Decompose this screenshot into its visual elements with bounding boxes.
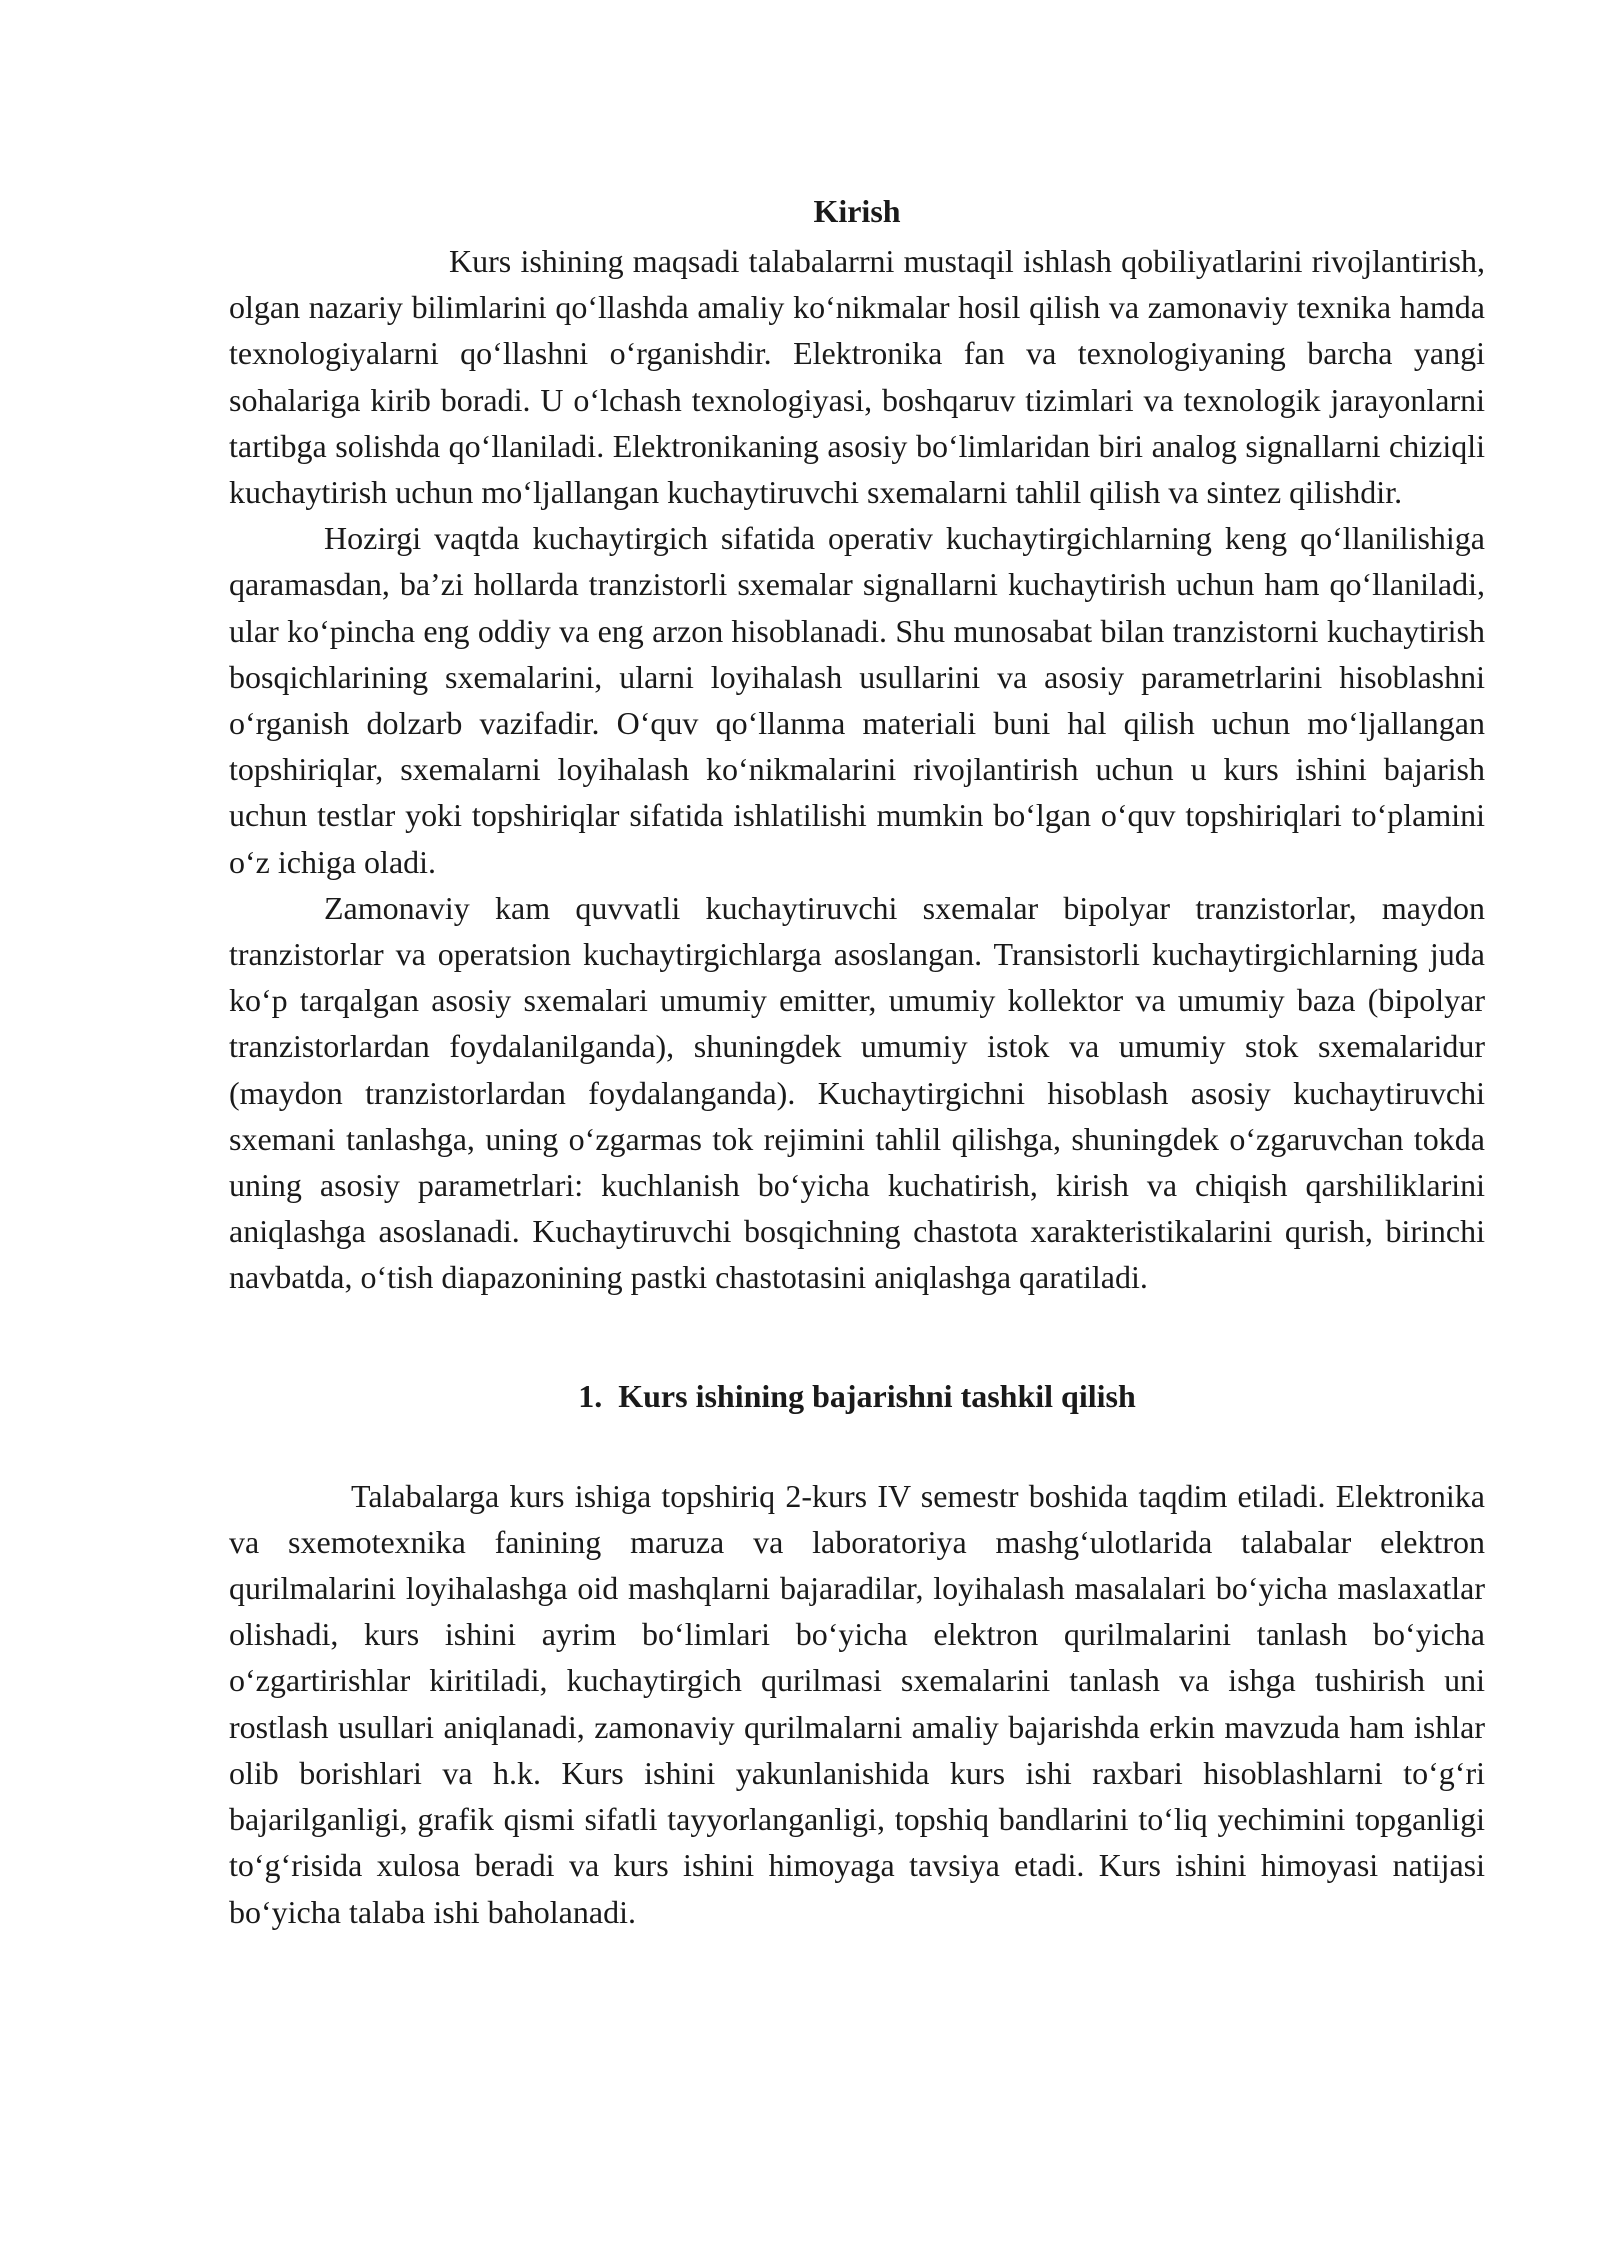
section-heading <box>229 1373 1485 1419</box>
intro-paragraph-1: Kurs ishining maqsadi talabalarrni mustaqil ishlash qobiliyatlarini rivojlantirish, olgan nazariy bilimlarini qo‘llashda amaliy ko‘nikmalar hosil qilish va zamonaviy texnika hamda texnologiyalarni qo‘llashni o‘rganishdir. Elektronika fan va texnologiyaning barcha yangi sohalariga kirib boradi. U o‘lchash texnologiyasi, boshqaruv tizimlari va texnologik jarayonlarni tartibga solishda qo‘llaniladi. Elektronikaning asosiy bo‘limlaridan biri analog signallarni chiziqli kuchaytirish uchun mo‘ljallangan kuchaytiruvchi sxemalarni tahlil qilish va sintez qilishdir. <box>229 243 1485 511</box>
section-heading-text: Kurs ishining bajarishni tashkil qilish <box>618 1377 1136 1414</box>
section-number: 1. <box>578 1377 603 1414</box>
page-title: Kirish <box>813 193 901 229</box>
section-paragraph: Talabalarga kurs ishiga topshiriq 2-kurs IV semestr boshida taqdim etiladi. Elektronika va sxemotexnika fanining maruza va laboratoriya mashg‘ulotlarida talabalar elektron qurilmalarini loyihalashga oid mashqlarni bajaradilar, loyihalash masalalari bo‘yicha maslaxatlar olishadi, kurs ishini ayrim bo‘limlari bo‘yicha elektron qurilmalarini tanlash bo‘yicha o‘zgartirishlar kiritiladi, kuchaytirgich qurilmasi sxemalarini tanlash va ishga tushirish uni rostlash usullari aniqlanadi, zamonaviy qurilmalarni amaliy bajarishda erkin mavzuda ham ishlar olib borishlari va h.k. Kurs ishini yakunlanishida kurs ishi raxbari hisoblashlarni to‘g‘ri bajarilganligi, grafik qismi sifatli tayyorlanganligi, topshiq bandlarini to‘liq yechimini topganligi to‘g‘risida xulosa beradi va kurs ishini himoyaga tavsiya etadi. Kurs ishini himoyasi natijasi bo‘yicha talaba ishi baholanadi. <box>229 1477 1485 1930</box>
document-body <box>229 188 1485 1935</box>
intro-paragraph-3: Zamonaviy kam quvvatli kuchaytiruvchi sxemalar bipolyar tranzistorlar, maydon tranzistorlar va operatsion kuchaytirgichlarga asoslangan. Transistorli kuchaytirgichlarning juda ko‘p tarqalgan asosiy sxemalari umumiy emitter, umumiy kollektor va umumiy baza (bipolyar tranzistorlardan foydalanilganda), shuningdek umumiy istok va umumiy stok sxemalaridur (maydon tranzistorlardan foydalanganda). Kuchaytirgichni hisoblash asosiy kuchaytiruvchi sxemani tanlashga, uning o‘zgarmas tok rejimini tahlil qilishga, shuningdek o‘zgaruvchan tokda uning asosiy parametrlari: kuchlanish bo‘yicha kuchatirish, kirish va chiqish qarshiliklarini aniqlashga asoslanadi. Kuchaytiruvchi bosqichning chastota xarakteristikalarini qurish, birinchi navbatda, o‘tish diapazonining pastki chastotasini aniqlashga qaratiladi. <box>229 889 1485 1296</box>
intro-paragraph-2: Hozirgi vaqtda kuchaytirgich sifatida operativ kuchaytirgichlarning keng qo‘llanilishiga qaramasdan, ba’zi hollarda tranzistorli sxemalar signallarni kuchaytirish uchun ham qo‘llaniladi, ular ko‘pincha eng oddiy va eng arzon hisoblanadi. Shu munosabat bilan tranzistorni kuchaytirish bosqichlarining sxemalarini, ularni loyihalash usullarini va asosiy parametrlarini hisoblashni o‘rganish dolzarb vazifadir. O‘quv qo‘llanma materiali buni hal qilish uchun mo‘ljallangan topshiriqlar, sxemalarni loyihalash ko‘nikmalarini rivojlantirish uchun u kurs ishini bajarish uchun testlar yoki topshiriqlar sifatida ishlatilishi mumkin bo‘lgan o‘quv topshiriqlari to‘plamini o‘z ichiga oladi. <box>229 520 1485 880</box>
